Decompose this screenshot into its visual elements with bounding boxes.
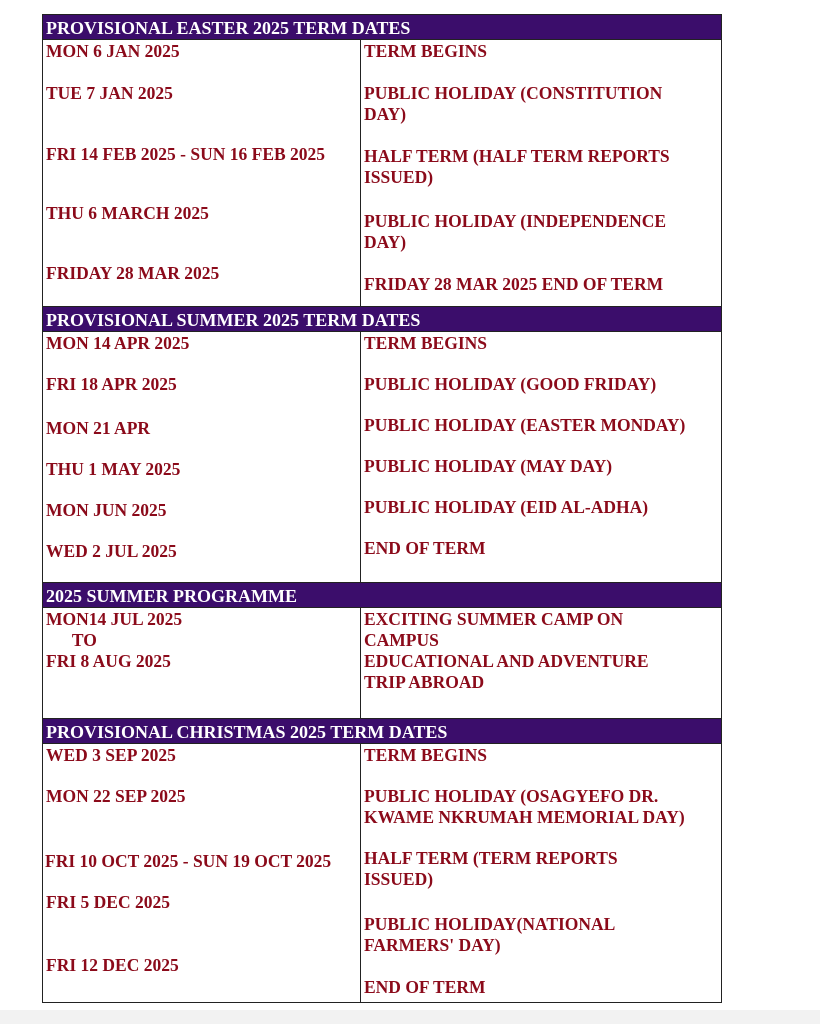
easter-term-section bbox=[43, 15, 721, 307]
date-cell: TUE 7 JAN 2025 bbox=[46, 83, 173, 103]
date-cell: FRI 10 OCT 2025 - SUN 19 OCT 2025 bbox=[45, 851, 332, 871]
section-header: PROVISIONAL CHRISTMAS 2025 TERM DATES bbox=[43, 719, 721, 744]
event-cell: TERM BEGINS bbox=[364, 41, 488, 61]
date-cell: MON JUN 2025 bbox=[46, 500, 167, 520]
event-cell: PUBLIC HOLIDAY (GOOD FRIDAY) bbox=[364, 374, 657, 394]
event-cell: END OF TERM bbox=[364, 977, 486, 997]
date-cell: MON 22 SEP 2025 bbox=[46, 786, 186, 806]
event-cell: TERM BEGINS bbox=[364, 745, 488, 765]
dates-column bbox=[43, 744, 361, 1002]
christmas-term-section bbox=[43, 719, 721, 1002]
events-column bbox=[361, 332, 721, 582]
event-cell: PUBLIC HOLIDAY (EID AL-ADHA) bbox=[364, 497, 649, 517]
event-cell: HALF TERM (HALF TERM REPORTS ISSUED) bbox=[364, 146, 670, 187]
dates-column bbox=[43, 608, 361, 718]
page-bottom-strip bbox=[0, 1010, 820, 1024]
date-cell: WED 2 JUL 2025 bbox=[46, 541, 177, 561]
event-cell: TERM BEGINS bbox=[364, 333, 488, 353]
date-cell: MON 6 JAN 2025 bbox=[46, 41, 180, 61]
section-header: 2025 SUMMER PROGRAMME bbox=[43, 583, 721, 608]
date-range-cell: MON14 JUL 2025 TO FRI 8 AUG 2025 bbox=[46, 609, 183, 671]
event-cell: END OF TERM bbox=[364, 538, 486, 558]
dates-column bbox=[43, 332, 361, 582]
events-column bbox=[361, 744, 721, 1002]
date-cell: FRI 14 FEB 2025 - SUN 16 FEB 2025 bbox=[46, 144, 326, 164]
date-cell: THU 6 MARCH 2025 bbox=[46, 203, 209, 223]
dates-column bbox=[43, 40, 361, 306]
event-cell: EXCITING SUMMER CAMP ON CAMPUS EDUCATIONAL AND ADVENTURE TRIP ABROAD bbox=[364, 609, 649, 692]
event-cell: PUBLIC HOLIDAY (OSAGYEFO DR. KWAME NKRUMAH MEMORIAL DAY) bbox=[364, 786, 685, 827]
summer-programme-section bbox=[43, 583, 721, 719]
event-cell: PUBLIC HOLIDAY (EASTER MONDAY) bbox=[364, 415, 686, 435]
event-cell: PUBLIC HOLIDAY (INDEPENDENCE DAY) bbox=[364, 211, 667, 252]
event-cell: PUBLIC HOLIDAY(NATIONAL FARMERS' DAY) bbox=[364, 914, 616, 955]
section-header: PROVISIONAL EASTER 2025 TERM DATES bbox=[43, 15, 721, 40]
date-cell: FRI 5 DEC 2025 bbox=[46, 892, 170, 912]
event-cell: PUBLIC HOLIDAY (MAY DAY) bbox=[364, 456, 613, 476]
summer-term-section bbox=[43, 307, 721, 583]
date-cell: FRI 18 APR 2025 bbox=[46, 374, 177, 394]
date-cell: MON 21 APR bbox=[46, 418, 151, 438]
events-column bbox=[361, 608, 721, 718]
date-cell: THU 1 MAY 2025 bbox=[46, 459, 181, 479]
event-cell: PUBLIC HOLIDAY (CONSTITUTION DAY) bbox=[364, 83, 663, 124]
date-cell: WED 3 SEP 2025 bbox=[46, 745, 176, 765]
events-column bbox=[361, 40, 721, 306]
section-header: PROVISIONAL SUMMER 2025 TERM DATES bbox=[43, 307, 721, 332]
event-cell: FRIDAY 28 MAR 2025 END OF TERM bbox=[364, 274, 664, 294]
date-cell: FRI 12 DEC 2025 bbox=[46, 955, 179, 975]
event-cell: HALF TERM (TERM REPORTS ISSUED) bbox=[364, 848, 618, 889]
term-dates-table bbox=[42, 14, 722, 1003]
date-cell: FRIDAY 28 MAR 2025 bbox=[46, 263, 220, 283]
date-cell: MON 14 APR 2025 bbox=[46, 333, 190, 353]
